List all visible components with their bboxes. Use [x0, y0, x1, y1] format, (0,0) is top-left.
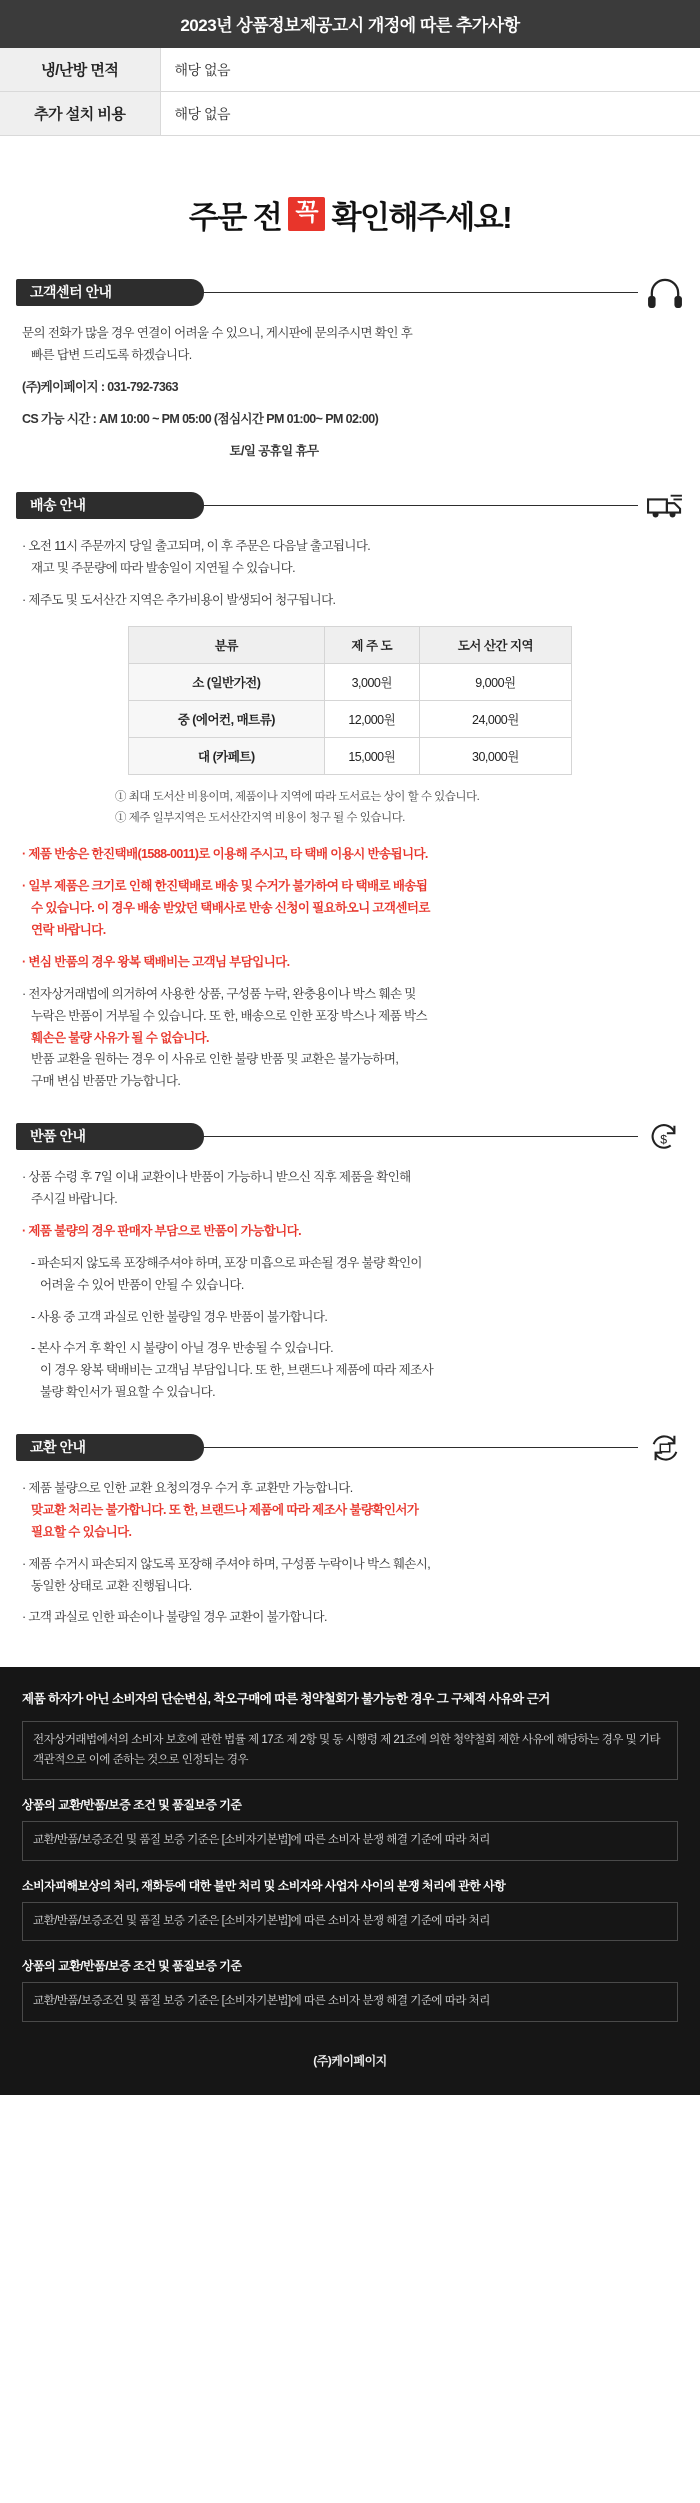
- cc-holiday: 토/일 공휴일 휴무: [229, 443, 319, 458]
- section-customer-center: [16, 279, 684, 462]
- ship-note-law-3: 훼손은 불량 사유가 될 수 없습니다.: [31, 1030, 209, 1045]
- fee-cell: 15,000원: [324, 738, 419, 775]
- headline-badge: 꼭: [288, 197, 324, 231]
- ret-line-8: 이 경우 왕복 택배비는 고객님 부담입니다. 또 한, 브랜드나 제품에 따라 제조사: [40, 1363, 434, 1378]
- ship-line-2: 재고 및 주문량에 따라 발송일이 지연될 수 있습니다.: [31, 561, 295, 576]
- ship-note-law-2: 누락은 반품이 거부될 수 있습니다. 또 한, 배송으로 인한 포장 박스나 제품 박스: [31, 1008, 427, 1023]
- ship-note-oversize-1: · 일부 제품은 크기로 인해 한진택배로 배송 및 수거가 불가하여 타 택배로 배송됩: [22, 879, 428, 894]
- legal-lead: 제품 하자가 아닌 소비자의 단순변심, 착오구매에 따른 청약철회가 불가능한 경우 그 구체적 사유와 근거: [22, 1692, 550, 1707]
- fee-col-remote: 도서 산간 지역: [419, 627, 571, 664]
- ret-line-6: - 사용 중 고객 과실로 인한 불량일 경우 반품이 불가합니다.: [31, 1309, 328, 1324]
- shipping-body: [16, 522, 684, 612]
- ret-line-2: 주시길 바랍니다.: [31, 1192, 118, 1206]
- exchange-body: [16, 1464, 684, 1629]
- cc-line-1: 문의 전화가 많을 경우 연결이 어려울 수 있으니, 게시판에 문의주시면 확인 후: [22, 326, 413, 340]
- ship-note-law-1: · 전자상거래법에 의거하여 사용한 상품, 구성품 누락, 완충용이나 박스 훼손 및: [22, 986, 416, 1001]
- fee-cell: 30,000원: [419, 738, 571, 775]
- divider: [204, 505, 638, 506]
- ret-line-1: · 상품 수령 후 7일 이내 교환이나 반품이 가능하니 받으신 직후 제품을 확인해: [22, 1170, 411, 1185]
- page-title: 2023년 상품정보제공고시 개정에 따른 추가사항: [0, 0, 700, 48]
- section-return: [16, 1123, 684, 1404]
- fee-notes: [115, 787, 585, 828]
- fee-col-category: 분류: [129, 627, 325, 664]
- fee-cell: 9,000원: [419, 664, 571, 701]
- legal-box-3: 교환/반품/보증조건 및 품질 보증 기준은 [소비자기본법]에 따른 소비자 분쟁 해결 기준에 따라 처리: [22, 1982, 678, 2022]
- section-title: 반품 안내: [30, 1128, 86, 1145]
- return-body: [16, 1153, 684, 1404]
- fee-cell: 24,000원: [419, 701, 571, 738]
- exc-line-5: 동일한 상태로 교환 진행됩니다.: [31, 1578, 192, 1593]
- fee-cell: 대 (카페트): [129, 738, 325, 775]
- fee-note-1: ① 최대 도서산 비용이며, 제품이나 지역에 따라 도서료는 상이 할 수 있습니다.: [115, 791, 480, 803]
- section-header: [16, 1434, 684, 1464]
- fee-cell: 12,000원: [324, 701, 419, 738]
- spec-table: [0, 48, 700, 136]
- ret-line-3: · 제품 불량의 경우 판매자 부담으로 반품이 가능합니다.: [22, 1223, 301, 1238]
- fee-col-jeju: 제 주 도: [324, 627, 419, 664]
- legal-heading-2: 소비자피해보상의 처리, 재화등에 대한 불만 처리 및 소비자와 사업자 사이의 분쟁 처리에 관한 사항: [22, 1878, 506, 1893]
- headset-icon: [646, 277, 684, 309]
- section-title: 교환 안내: [30, 1439, 86, 1455]
- divider: [204, 292, 638, 293]
- customer-center-body: [16, 309, 684, 462]
- divider: [204, 1136, 638, 1137]
- spec-label-cooling-area: 냉/난방 면적: [0, 48, 160, 92]
- cc-hours: CS 가능 시간 : AM 10:00 ~ PM 05:00 (점심시간 PM 01:00~ PM 02:00): [22, 411, 379, 426]
- legal-box-2: 교환/반품/보증조건 및 품질 보증 기준은 [소비자기본법]에 따른 소비자 분쟁 해결 기준에 따라 처리: [22, 1902, 678, 1942]
- legal-footer: [0, 1667, 700, 2095]
- spec-label-install-cost: 추가 설치 비용: [0, 92, 160, 136]
- exchange-icon: [646, 1432, 684, 1464]
- spec-value-cooling-area: 해당 없음: [174, 61, 230, 78]
- ship-line-1: · 오전 11시 주문까지 당일 출고되며, 이 후 주문은 다음날 출고됩니다.: [22, 539, 371, 554]
- return-arrow-icon: [646, 1121, 684, 1153]
- fee-note-2: ① 제주 일부지역은 도서산간지역 비용이 청구 될 수 있습니다.: [115, 811, 405, 824]
- headline: [189, 192, 511, 237]
- company-name: (주)케이페이지: [313, 2053, 387, 2068]
- fee-cell: 중 (에어컨, 매트류): [129, 701, 325, 738]
- cc-company-phone: (주)케이페이지 : 031-792-7363: [22, 379, 178, 394]
- table-row: [129, 701, 572, 738]
- section-header: [16, 279, 684, 309]
- legal-heading-3: 상품의 교환/반품/보증 조건 및 품질보증 기준: [22, 1959, 242, 1974]
- legal-lead-box: 전자상거래법에서의 소비자 보호에 관한 법률 제 17조 제 2항 및 동 시행령 제 21조에 의한 청약철회 제한 사유에 해당하는 경우 및 기타 객관적으로 이에 준하는 것으로 인정되는 경우: [22, 1721, 678, 1780]
- section-title: 고객센터 안내: [30, 284, 112, 300]
- ret-line-9: 불량 확인서가 필요할 수 있습니다.: [40, 1385, 216, 1400]
- ship-note-hanjin: · 제품 반송은 한진택배(1588-0011)로 이용해 주시고, 타 택배 이용시 반송됩니다.: [22, 847, 428, 862]
- ship-note-roundtrip-fee: · 변심 반품의 경우 왕복 택배비는 고객님 부담입니다.: [22, 954, 290, 969]
- fee-cell: 3,000원: [324, 664, 419, 701]
- ret-line-5: 어려울 수 있어 반품이 안될 수 있습니다.: [40, 1277, 244, 1292]
- cc-line-2: 빠른 답변 드리도록 하겠습니다.: [31, 347, 192, 362]
- truck-icon: [646, 490, 684, 522]
- exc-line-6: · 고객 과실로 인한 파손이나 불량일 경우 교환이 불가합니다.: [22, 1610, 327, 1625]
- exc-line-2: 맞교환 처리는 불가합니다. 또 한, 브랜드나 제품에 따라 제조사 불량확인서가: [31, 1502, 419, 1517]
- ship-note-law-5: 구매 변심 반품만 가능합니다.: [31, 1074, 181, 1089]
- ship-note-oversize-3: 연락 바랍니다.: [31, 923, 106, 937]
- shipping-extra-notes: [16, 828, 684, 1093]
- table-row: [0, 92, 700, 136]
- section-shipping: [16, 492, 684, 1093]
- legal-box-1: 교환/반품/보증조건 및 품질 보증 기준은 [소비자기본법]에 따른 소비자 분쟁 해결 기준에 따라 처리: [22, 1821, 678, 1861]
- ret-line-7: - 본사 수거 후 확인 시 불량이 아닐 경우 반송될 수 있습니다.: [31, 1341, 333, 1356]
- headline-before: 주문 전: [188, 200, 282, 235]
- ship-note-oversize-2: 수 있습니다. 이 경우 배송 받았던 택배사로 반송 신청이 필요하오니 고객센터로: [31, 901, 430, 916]
- section-header: [16, 492, 684, 522]
- ship-line-3: · 제주도 및 도서산간 지역은 추가비용이 발생되어 청구됩니다.: [22, 593, 336, 608]
- headline-block: [0, 136, 700, 279]
- exc-line-4: · 제품 수거시 파손되지 않도록 포장해 주셔야 하며, 구성품 누락이나 박스 훼손시,: [22, 1556, 431, 1571]
- section-title: 배송 안내: [30, 497, 86, 514]
- divider: [204, 1447, 638, 1448]
- section-header: [16, 1123, 684, 1153]
- exc-line-3: 필요할 수 있습니다.: [31, 1524, 132, 1539]
- ret-line-4: - 파손되지 않도록 포장해주셔야 하며, 포장 미흡으로 파손될 경우 불량 확인이: [31, 1255, 422, 1270]
- delivery-fee-table: [128, 626, 572, 775]
- ship-note-law-4: 반품 교환을 원하는 경우 이 사유로 인한 불량 반품 및 교환은 불가능하며,: [31, 1052, 399, 1067]
- fee-cell: 소 (일반가전): [129, 664, 325, 701]
- headline-after: 확인해주세요!: [331, 200, 512, 235]
- legal-heading-1: 상품의 교환/반품/보증 조건 및 품질보증 기준: [22, 1798, 242, 1813]
- svg-text:$: $: [660, 1132, 668, 1147]
- section-exchange: [16, 1434, 684, 1629]
- spec-value-install-cost: 해당 없음: [174, 105, 230, 122]
- table-header-row: [129, 627, 572, 664]
- exc-line-1: · 제품 불량으로 인한 교환 요청의경우 수거 후 교환만 가능합니다.: [22, 1481, 353, 1495]
- table-row: [129, 664, 572, 701]
- table-row: [0, 48, 700, 92]
- table-row: [129, 738, 572, 775]
